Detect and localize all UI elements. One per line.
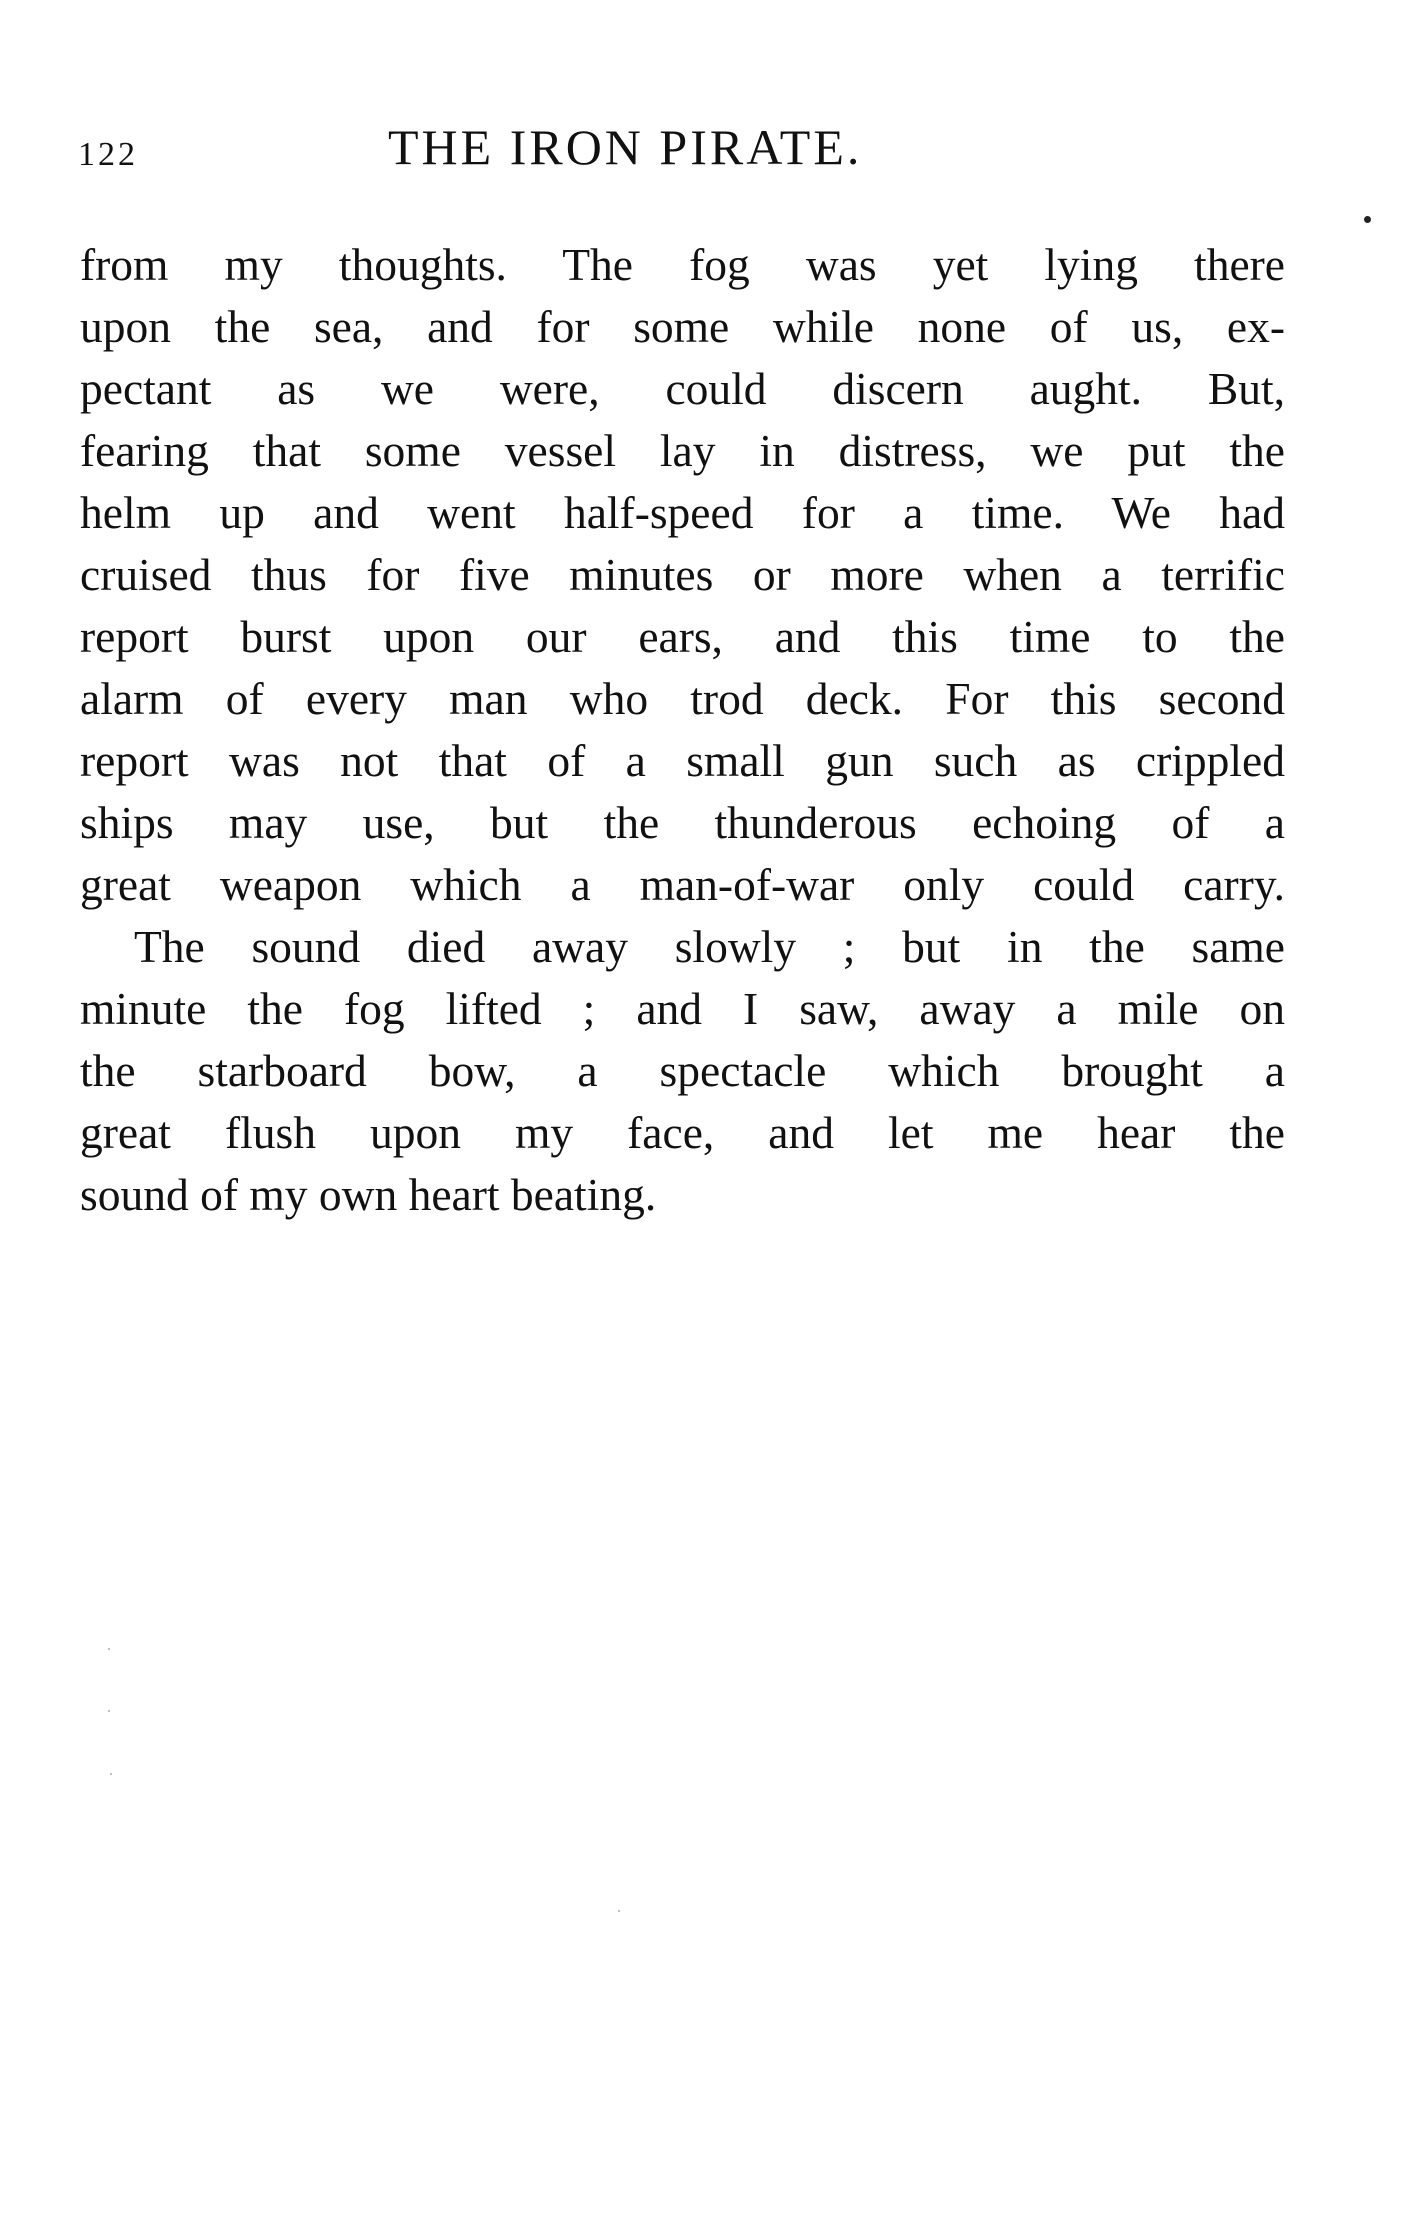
text-line: report was not that of a small gun such as crippled: [80, 735, 1285, 786]
text-line: pectant as we were, could discern aught. But,: [80, 363, 1285, 414]
text-line: alarm of every man who trod deck. For this second: [80, 673, 1285, 724]
text-line: helm up and went half-speed for a time. We had: [80, 487, 1285, 538]
scan-speck: [110, 1773, 112, 1775]
text-line: fearing that some vessel lay in distress, we put the: [80, 425, 1285, 476]
body-text: [80, 234, 1285, 1226]
running-title: THE IRON PIRATE.: [388, 119, 863, 175]
text-line: sound of my own heart beating.: [80, 1169, 657, 1220]
text-line: great weapon which a man-of-war only could carry.: [80, 859, 1285, 910]
paragraph-2: [80, 916, 1285, 1226]
text-line: cruised thus for five minutes or more when a terrific: [80, 549, 1285, 600]
page-number: 122: [78, 136, 138, 173]
text-line: great flush upon my face, and let me hear the: [80, 1107, 1285, 1158]
scan-speck: [1364, 216, 1371, 223]
text-line: minute the fog lifted ; and I saw, away a mile on: [80, 983, 1285, 1034]
page-header: [78, 118, 1288, 188]
text-line: The sound died away slowly ; but in the same: [134, 921, 1285, 972]
text-line: report burst upon our ears, and this time to the: [80, 611, 1285, 662]
paragraph-1: [80, 234, 1285, 916]
scan-speck: [618, 1910, 620, 1912]
text-line: from my thoughts. The fog was yet lying there: [80, 239, 1285, 290]
text-line: ships may use, but the thunderous echoing of a: [80, 797, 1285, 848]
text-line: the starboard bow, a spectacle which brought a: [80, 1045, 1285, 1096]
scan-speck: [108, 1710, 110, 1712]
text-line: upon the sea, and for some while none of us, ex-: [80, 301, 1285, 352]
scan-speck: [108, 1648, 110, 1650]
